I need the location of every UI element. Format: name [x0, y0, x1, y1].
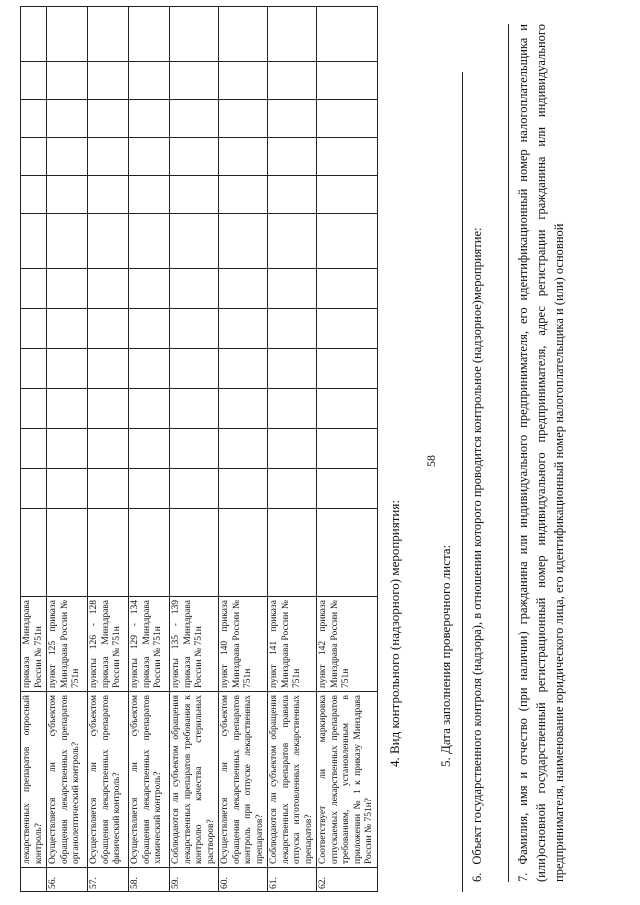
separator-line — [462, 72, 463, 892]
requirement-cell: Соблюдаются ли субъектом обращения лекарственных препаратов требования к контролю качества стерильных растворов? — [170, 692, 219, 868]
requirement-cell: Осуществляется ли субъектом обращения лекарственных препаратов физический контроль? — [88, 692, 129, 868]
answer-cell — [129, 214, 170, 269]
answer-cell — [129, 62, 170, 100]
paragraph-number: 7. — [516, 872, 530, 882]
answer-cell — [129, 7, 170, 62]
answer-cell — [47, 7, 88, 62]
answer-cell — [129, 269, 170, 309]
answer-cell — [47, 62, 88, 100]
reference-cell: пункт 140 приказа Минздрава России № 751н — [219, 597, 268, 692]
answer-cell — [219, 469, 268, 509]
control-event-type-heading: 4. Вид контрольного (надзорного) мероприятия: — [387, 500, 402, 767]
answer-cell — [47, 214, 88, 269]
answer-cell — [47, 509, 88, 597]
answer-cell — [268, 509, 317, 597]
paragraph-number: 6. — [470, 872, 484, 882]
answer-cell — [88, 469, 129, 509]
answer-cell — [268, 138, 317, 176]
answer-cell — [47, 138, 88, 176]
answer-cell — [47, 176, 88, 214]
control-object-paragraph — [468, 24, 486, 882]
answer-cell — [129, 138, 170, 176]
rotated-sheet — [20, 7, 620, 892]
table-row — [129, 7, 170, 892]
answer-cell — [88, 214, 129, 269]
answer-cell — [170, 7, 219, 62]
answer-cell — [219, 509, 268, 597]
paragraph-text: Объект государственного контроля (надзора), в отношении которого проводится контрольное (надзорное)мероприятие: — [470, 227, 484, 865]
answer-cell — [219, 309, 268, 349]
answer-cell — [170, 138, 219, 176]
answer-cell — [21, 309, 47, 349]
row-number — [21, 868, 47, 892]
answer-cell — [219, 389, 268, 429]
answer-cell — [219, 269, 268, 309]
table-row — [47, 7, 88, 892]
answer-cell — [268, 429, 317, 469]
answer-cell — [219, 429, 268, 469]
answer-cell — [219, 7, 268, 62]
answer-cell — [268, 100, 317, 138]
answer-cell — [21, 214, 47, 269]
answer-cell — [88, 138, 129, 176]
requirement-cell: Соблюдаются ли субъектом обращения лекарственных препаратов правила отпуска изготовленных лекарственных препаратов? — [268, 692, 317, 868]
requirement-cell: Соответствует ли маркировка отпускаемых лекарственных препаратов требованиям, установленным в приложении № 1 к приказу Минздрава России № 751н? — [317, 692, 378, 868]
table-row — [219, 7, 268, 892]
answer-cell — [317, 7, 378, 62]
requirement-cell: Осуществляется ли субъектом обращения лекарственных препаратов органолептический контроль? — [47, 692, 88, 868]
answer-cell — [170, 62, 219, 100]
answer-cell — [170, 176, 219, 214]
answer-cell — [317, 214, 378, 269]
answer-cell — [219, 214, 268, 269]
answer-cell — [129, 349, 170, 389]
answer-cell — [317, 429, 378, 469]
row-number: 59. — [170, 868, 219, 892]
answer-cell — [47, 100, 88, 138]
answer-cell — [21, 389, 47, 429]
answer-cell — [129, 176, 170, 214]
answer-cell — [170, 429, 219, 469]
answer-cell — [21, 429, 47, 469]
answer-cell — [47, 309, 88, 349]
answer-cell — [170, 100, 219, 138]
answer-cell — [21, 62, 47, 100]
answer-cell — [88, 100, 129, 138]
answer-cell — [129, 389, 170, 429]
answer-cell — [88, 62, 129, 100]
answer-cell — [88, 429, 129, 469]
page-number: 58 — [424, 455, 438, 467]
answer-cell — [88, 509, 129, 597]
person-details-paragraph — [514, 24, 568, 882]
answer-cell — [47, 349, 88, 389]
reference-cell: пункты 135 - 139 приказа Минздрава России № 751н — [170, 597, 219, 692]
answer-cell — [170, 469, 219, 509]
answer-cell — [47, 389, 88, 429]
row-number: 56. — [47, 868, 88, 892]
answer-cell — [88, 309, 129, 349]
table-row — [21, 7, 47, 892]
requirement-cell: лекарственных препаратов опросный контроль? — [21, 692, 47, 868]
answer-cell — [268, 176, 317, 214]
answer-cell — [21, 176, 47, 214]
answer-cell — [129, 429, 170, 469]
answer-cell — [219, 176, 268, 214]
table-row — [268, 7, 317, 892]
answer-cell — [317, 62, 378, 100]
answer-cell — [170, 269, 219, 309]
answer-cell — [47, 269, 88, 309]
answer-cell — [47, 469, 88, 509]
reference-cell: пункты 129 - 134 приказа Минздрава России № 751н — [129, 597, 170, 692]
answer-cell — [317, 176, 378, 214]
answer-cell — [268, 389, 317, 429]
paragraph-text: Фамилия, имя и отчество (при наличии) гражданина или индивидуального предпринимателя, его идентификационный номер налогоплательщика и (или)основной государственный регистрационный номер индивидуального предпринимателя, адрес регистрации гражданина или индивидуального предпринимателя, наименование юридического лица, его идентификационный номер налогоплательщика и (или) основной — [516, 24, 566, 882]
answer-cell — [129, 100, 170, 138]
answer-cell — [21, 100, 47, 138]
answer-cell — [88, 176, 129, 214]
answer-cell — [317, 309, 378, 349]
answer-cell — [268, 349, 317, 389]
answer-cell — [219, 62, 268, 100]
reference-cell: пункт 142 приказа Минздрава России № 751н — [317, 597, 378, 692]
answer-cell — [170, 309, 219, 349]
answer-cell — [21, 509, 47, 597]
fill-in-line — [508, 24, 509, 882]
answer-cell — [317, 138, 378, 176]
answer-cell — [129, 469, 170, 509]
answer-cell — [317, 509, 378, 597]
reference-cell: пункты 126 - 128 приказа Минздрава России № 751н — [88, 597, 129, 692]
answer-cell — [268, 214, 317, 269]
row-number: 58. — [129, 868, 170, 892]
answer-cell — [129, 309, 170, 349]
requirement-cell: Осуществляется ли субъектом обращения лекарственных препаратов химический контроль? — [129, 692, 170, 868]
answer-cell — [268, 269, 317, 309]
answer-cell — [170, 214, 219, 269]
row-number: 61. — [268, 868, 317, 892]
answer-cell — [21, 349, 47, 389]
answer-cell — [317, 389, 378, 429]
answer-cell — [88, 349, 129, 389]
reference-cell: пункт 141 приказа Минздрава России № 751н — [268, 597, 317, 692]
answer-cell — [317, 269, 378, 309]
answer-cell — [21, 469, 47, 509]
answer-cell — [129, 509, 170, 597]
row-number: 62. — [317, 868, 378, 892]
reference-cell: пункт 125 приказа Минздрава России № 751н — [47, 597, 88, 692]
answer-cell — [268, 309, 317, 349]
row-number: 57. — [88, 868, 129, 892]
answer-cell — [88, 269, 129, 309]
table-row — [88, 7, 129, 892]
answer-cell — [219, 100, 268, 138]
checklist-date-heading: 5. Дата заполнения проверочного листа: — [438, 544, 453, 767]
answer-cell — [21, 7, 47, 62]
answer-cell — [268, 62, 317, 100]
answer-cell — [170, 509, 219, 597]
requirement-cell: Осуществляется ли субъектом обращения лекарственных препаратов контроль при отпуске лекарственных препаратов? — [219, 692, 268, 868]
table-row — [170, 7, 219, 892]
answer-cell — [317, 469, 378, 509]
answer-cell — [268, 7, 317, 62]
answer-cell — [317, 349, 378, 389]
answer-cell — [21, 138, 47, 176]
checklist-table-body — [21, 7, 378, 892]
answer-cell — [219, 138, 268, 176]
answer-cell — [170, 389, 219, 429]
answer-cell — [317, 100, 378, 138]
answer-cell — [88, 389, 129, 429]
answer-cell — [88, 7, 129, 62]
reference-cell: приказа Минздрава России № 751н — [21, 597, 47, 692]
answer-cell — [170, 349, 219, 389]
table-row — [317, 7, 378, 892]
answer-cell — [219, 349, 268, 389]
checklist-table — [20, 6, 378, 892]
answer-cell — [21, 269, 47, 309]
row-number: 60. — [219, 868, 268, 892]
answer-cell — [268, 469, 317, 509]
answer-cell — [47, 429, 88, 469]
